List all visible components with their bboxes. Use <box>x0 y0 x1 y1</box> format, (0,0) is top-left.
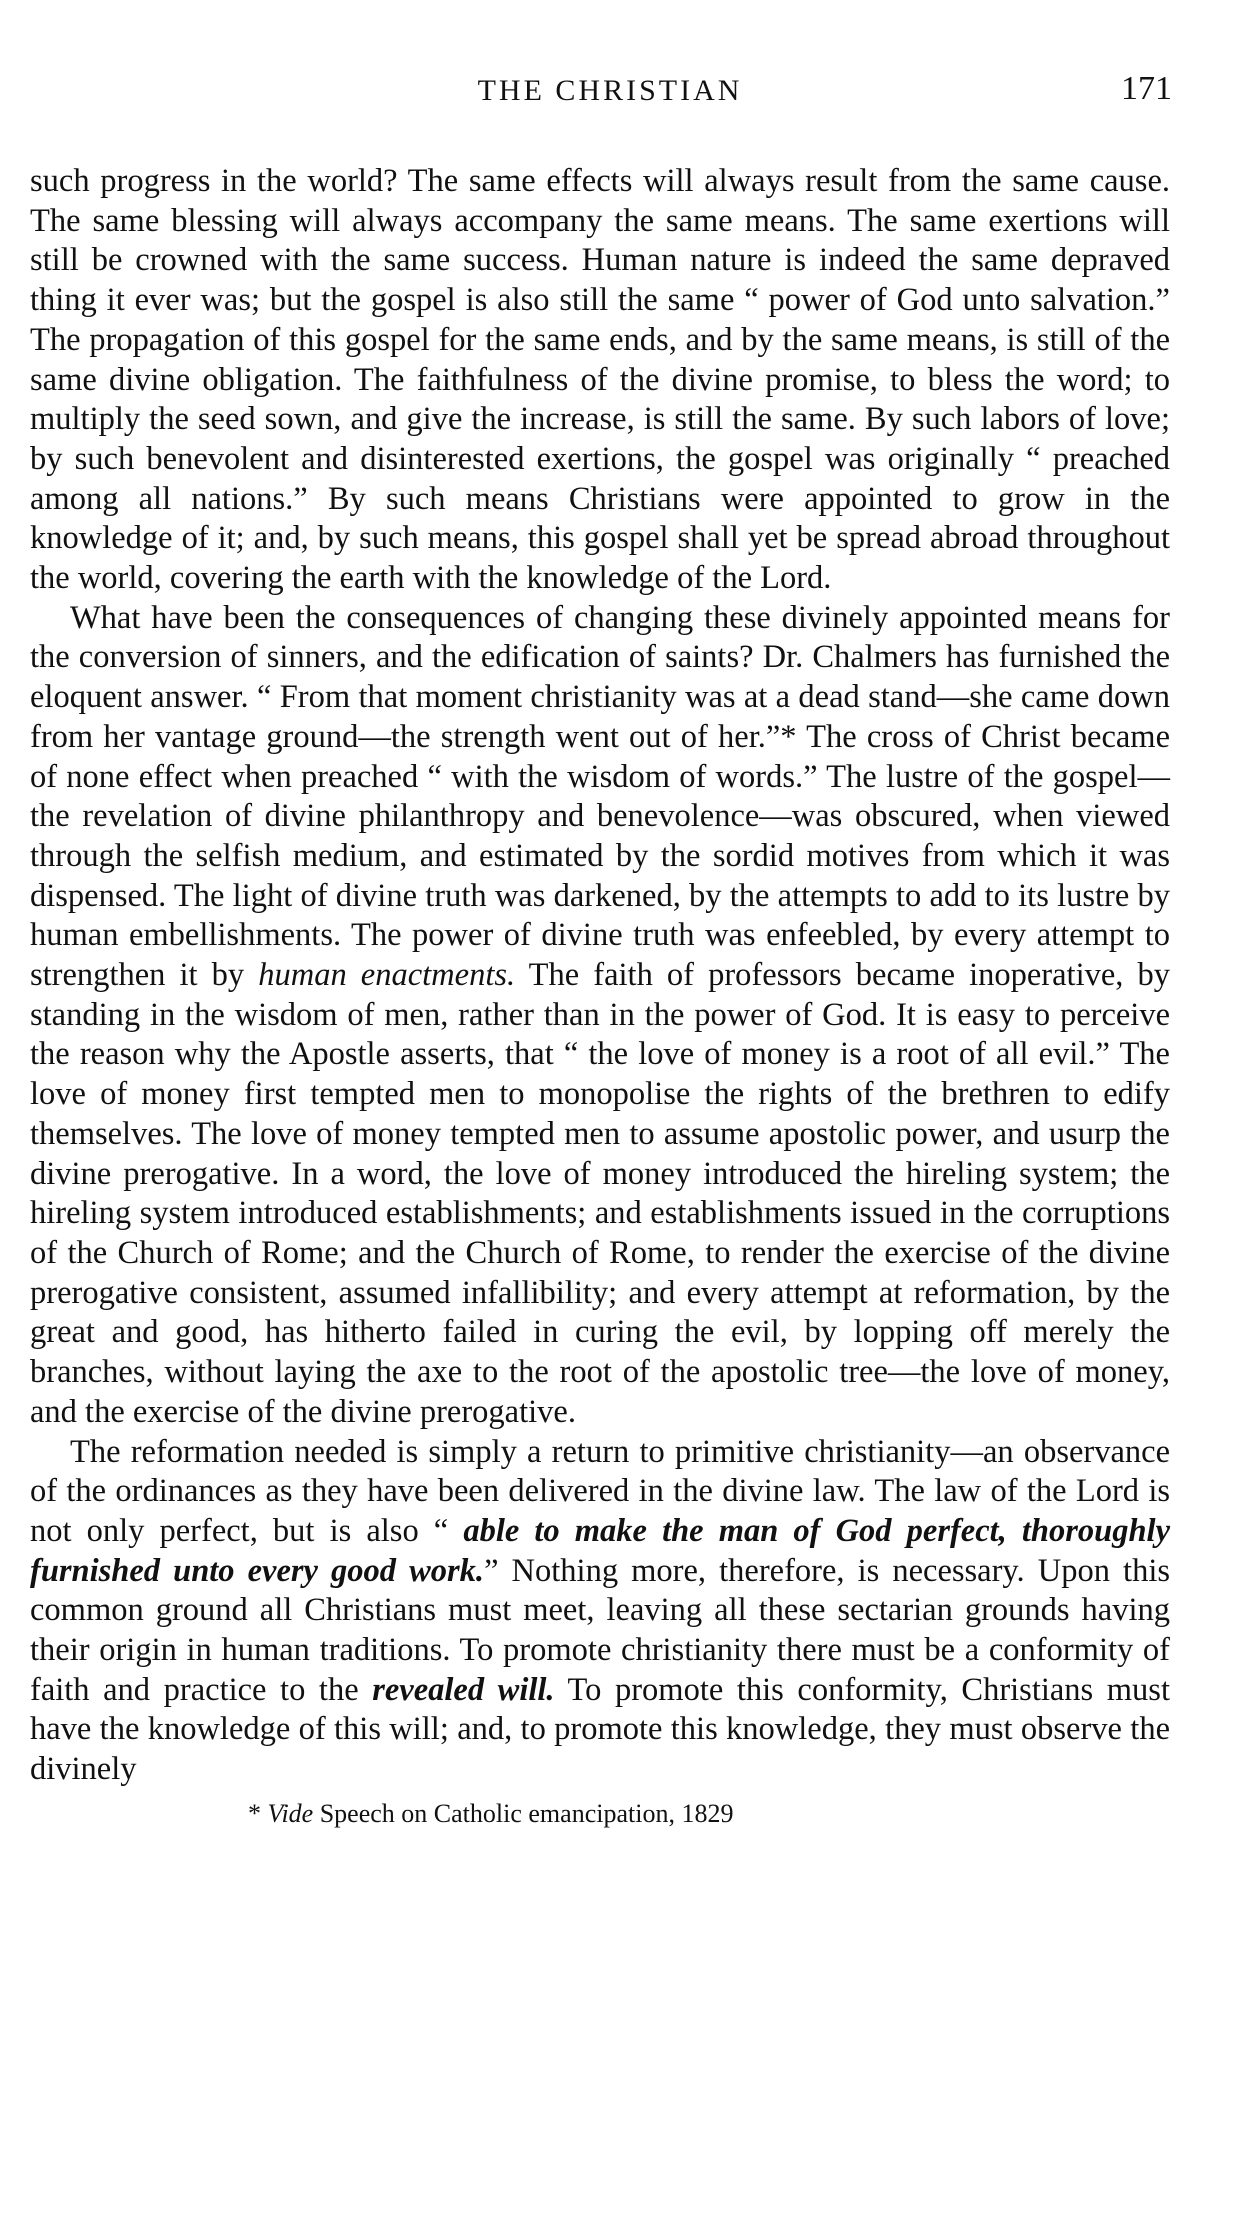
footnote-vide: Vide <box>267 1798 314 1828</box>
paragraph-1-text: such progress in the world? The same effects will always result from the same cause. The same blessing will always accompany the same means. The same exertions will still be crowned with the same success. Human nature is indeed the same depraved thing it ever was; but the gospel is also still the same “ power of God unto salvation.” The propagation of this gospel for the same ends, and by the same means, is still of the same divine obligation. The faithfulness of the divine promise, to bless the word; to multiply the seed sown, and give the increase, is still the same. By such labors of love; by such benevolent and disinterested exertions, the gospel was originally “ preached among all nations.” By such means Christians were appointed to grow in the knowledge of it; and, by such means, this gospel shall yet be spread abroad throughout the world, covering the earth with the knowledge of the Lord. <box>30 163 1170 597</box>
book-page <box>30 70 1172 1830</box>
paragraph-3-text-b: ” Nothing more, therefore, is necessary. Upon this common ground all Christians must meet, leaving all these sectarian grounds having their origin in human traditions. To promote christianity there must be a conformity of faith and practice to the <box>30 1552 1170 1708</box>
paragraph-3-text-c: To promote this conformity, Christians must have the knowledge of this will; and, to promote this knowledge, they must observe the divinely <box>30 1671 1170 1788</box>
running-title: THE CHRISTIAN <box>477 74 743 107</box>
footnote <box>30 1798 1170 1830</box>
footnote-marker: * <box>248 1798 261 1828</box>
page-number: 171 <box>1121 70 1172 107</box>
italic-phrase-revealed-will: revealed will. <box>372 1671 555 1708</box>
paragraph-2-text-a: What have been the consequences of changing these divinely appointed means for the conversion of sinners, and the edification of saints? Dr. Chalmers has furnished the eloquent answer. “ From that moment christianity was at a dead stand—she came down from her vantage ground—the strength went out of her.”* The cross of Christ became of none effect when preached “ with the wisdom of words.” The lustre of the gospel—the revelation of divine philanthropy and benevolence—was obscured, when viewed through the selfish medium, and estimated by the sordid motives from which it was dispensed. The light of divine truth was darkened, by the attempts to add to its lustre by human embellishments. The power of divine truth was enfeebled, by every attempt to strengthen it by <box>30 599 1170 994</box>
paragraph-2 <box>30 599 1170 1433</box>
paragraph-1 <box>30 162 1170 599</box>
body-text <box>30 162 1170 1790</box>
page-header <box>30 70 1172 130</box>
footnote-text: Speech on Catholic emancipation, 1829 <box>313 1798 734 1828</box>
paragraph-2-text-b: The faith of professors became inoperative, by standing in the wisdom of men, rather than in the power of God. It is easy to perceive the reason why the Apostle asserts, that “ the love of money is a root of all evil.” The love of money first tempted men to monopolise the rights of the brethren to edify themselves. The love of money tempted men to assume apostolic power, and usurp the divine prerogative. In a word, the love of money introduced the hireling system; the hireling system introduced establishments; and establishments issued in the corruptions of the Church of Rome; and the Church of Rome, to render the exercise of the divine prerogative consistent, assumed infallibility; and every attempt at reformation, by the great and good, has hitherto failed in curing the evil, by lopping off merely the branches, without laying the axe to the root of the apostolic tree—the love of money, and the exercise of the divine prerogative. <box>30 957 1170 1430</box>
italic-phrase-human-enactments: human enactments. <box>258 957 516 994</box>
paragraph-3-text-a: The reformation needed is simply a return to primitive christianity—an observance of the ordinances as they have been delivered in the divine law. The law of the Lord is not only perfect, but is also “ <box>30 1433 1170 1549</box>
paragraph-3 <box>30 1433 1170 1790</box>
scripture-quote: able to make the man of God perfect, thoroughly furnished unto every good work. <box>30 1512 1171 1589</box>
